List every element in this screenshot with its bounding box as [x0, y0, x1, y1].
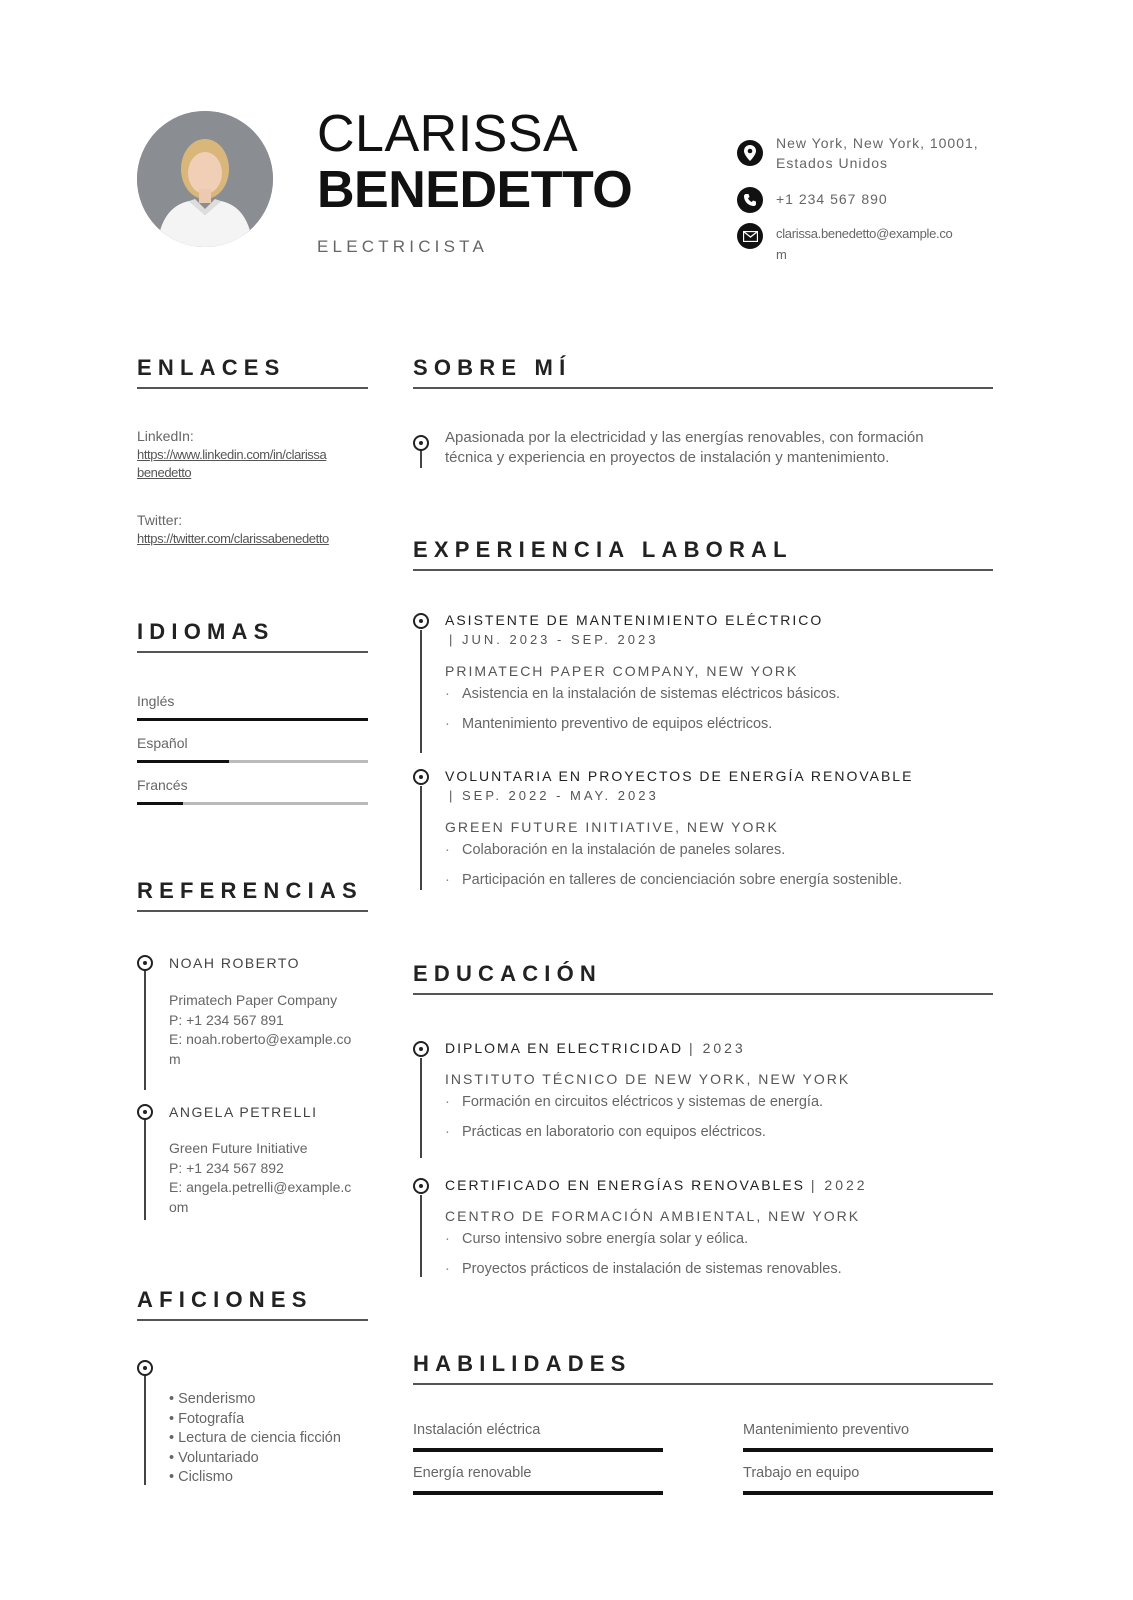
timeline-dot-icon	[413, 435, 429, 451]
about-heading: SOBRE MÍ	[413, 355, 572, 380]
linkedin-link[interactable]	[137, 446, 326, 482]
job-position: ASISTENTE DE MANTENIMIENTO ELÉCTRICO	[445, 612, 824, 628]
education-bullet-text: Prácticas en laboratorio con equipos eléctricos.	[462, 1124, 766, 1140]
education-degree	[445, 1040, 746, 1056]
job-dates: | JUN. 2023 - SEP. 2023	[449, 632, 659, 647]
twitter-link[interactable]: https://twitter.com/clarissabenedetto	[137, 531, 329, 546]
experience-heading: EXPERIENCIA LABORAL	[413, 537, 793, 562]
email-line-1[interactable]: clarissa.benedetto@example.co	[776, 226, 953, 241]
job-company: PRIMATECH PAPER COMPANY, NEW YORK	[445, 663, 799, 679]
portrait-photo-icon	[137, 111, 273, 247]
education-year: | 2022	[810, 1177, 868, 1193]
references-heading: REFERENCIAS	[137, 878, 363, 903]
education-bullet: · Formación en circuitos eléctricos y sistemas de energía.	[445, 1094, 824, 1110]
links-heading: ENLACES	[137, 355, 286, 380]
about-text	[445, 428, 924, 468]
job-bullet-text: Asistencia en la instalación de sistemas eléctricos básicos.	[462, 686, 840, 702]
education-degree-title: CERTIFICADO EN ENERGÍAS RENOVABLES	[445, 1177, 805, 1193]
language-name: Inglés	[137, 693, 175, 709]
hobbies-list	[169, 1390, 341, 1488]
linkedin-url-line-2[interactable]: benedetto	[137, 465, 192, 480]
reference-phone: P: +1 234 567 892	[169, 1159, 284, 1176]
education-bullet-text: Curso intensivo sobre energía solar y eólica.	[462, 1231, 749, 1247]
reference-email: E: noah.roberto@example.co	[169, 1031, 352, 1047]
reference-email: E: angela.petrelli@example.c	[169, 1179, 352, 1195]
links-divider	[137, 387, 368, 389]
hobby-item: • Fotografía	[169, 1410, 245, 1427]
education-heading: EDUCACIÓN	[413, 961, 603, 986]
reference-phone: P: +1 234 567 891	[169, 1011, 284, 1028]
language-name: Español	[137, 735, 188, 751]
linkedin-label: LinkedIn:	[137, 428, 194, 444]
skills-heading: HABILIDADES	[413, 1351, 632, 1376]
reference-name: ANGELA PETRELLI	[169, 1104, 318, 1120]
education-school: CENTRO DE FORMACIÓN AMBIENTAL, NEW YORK	[445, 1208, 861, 1224]
skill-name: Trabajo en equipo	[743, 1465, 860, 1481]
language-bar-fill	[137, 718, 368, 721]
job-bullet-text: Colaboración en la instalación de paneles solares.	[462, 842, 786, 858]
education-bullet-text: Formación en circuitos eléctricos y sistemas de energía.	[462, 1094, 824, 1110]
location-pin-icon	[737, 140, 763, 166]
education-bullet-text: Proyectos prácticos de instalación de sistemas renovables.	[462, 1261, 842, 1277]
last-name: BENEDETTO	[317, 161, 633, 219]
first-name: CLARISSA	[317, 105, 579, 163]
about-line-1: Apasionada por la electricidad y las energías renovables, con formación	[445, 429, 924, 446]
job-bullet: · Mantenimiento preventivo de equipos eléctricos.	[445, 716, 773, 732]
timeline-dot-icon	[137, 1360, 153, 1376]
timeline-line	[144, 1110, 146, 1220]
experience-divider	[413, 569, 993, 571]
timeline-dot-icon	[413, 769, 429, 785]
address-line-1: New York, New York, 10001,	[776, 135, 979, 151]
education-school: INSTITUTO TÉCNICO DE NEW YORK, NEW YORK	[445, 1071, 851, 1087]
reference-company: Green Future Initiative	[169, 1140, 308, 1156]
education-bullet: · Curso intensivo sobre energía solar y eólica.	[445, 1231, 749, 1247]
references-divider	[137, 910, 368, 912]
timeline-dot-icon	[413, 1178, 429, 1194]
education-divider	[413, 993, 993, 995]
reference-company: Primatech Paper Company	[169, 992, 338, 1008]
reference-name: NOAH ROBERTO	[169, 955, 301, 971]
about-divider	[413, 387, 993, 389]
reference-details	[169, 991, 351, 1069]
job-bullet: · Participación en talleres de concienciación sobre energía sostenible.	[445, 872, 903, 888]
profile-photo	[137, 111, 273, 247]
timeline-line	[420, 630, 422, 753]
phone-number: +1 234 567 890	[776, 191, 888, 207]
envelope-icon	[737, 223, 763, 249]
skill-name: Instalación eléctrica	[413, 1422, 541, 1438]
timeline-line	[420, 1195, 422, 1277]
job-bullet: · Asistencia en la instalación de sistemas eléctricos básicos.	[445, 686, 840, 702]
education-year: | 2023	[689, 1040, 746, 1056]
language-name: Francés	[137, 777, 188, 793]
job-bullet-text: Mantenimiento preventivo de equipos eléctricos.	[462, 716, 773, 732]
timeline-line	[144, 963, 146, 1090]
timeline-line	[144, 1373, 146, 1485]
hobby-item: • Lectura de ciencia ficción	[169, 1430, 341, 1446]
hobby-item: • Senderismo	[169, 1391, 256, 1407]
timeline-dot-icon	[413, 1041, 429, 1057]
skill-bar	[743, 1491, 993, 1495]
linkedin-url-line-1[interactable]: https://www.linkedin.com/in/clarissa	[137, 447, 327, 462]
job-bullet-text: Participación en talleres de concienciación sobre energía sostenible.	[462, 872, 903, 888]
education-bullet: · Proyectos prácticos de instalación de sistemas renovables.	[445, 1261, 842, 1277]
job-company: GREEN FUTURE INITIATIVE, NEW YORK	[445, 819, 779, 835]
skill-bar	[413, 1448, 663, 1452]
timeline-dot-icon	[413, 613, 429, 629]
skill-name: Energía renovable	[413, 1465, 532, 1481]
job-position: VOLUNTARIA EN PROYECTOS DE ENERGÍA RENOVABLE	[445, 768, 914, 784]
skill-bar	[743, 1448, 993, 1452]
hobbies-divider	[137, 1319, 368, 1321]
email-address[interactable]	[776, 223, 953, 265]
job-title: ELECTRICISTA	[317, 237, 488, 256]
hobby-item: • Ciclismo	[169, 1469, 233, 1485]
hobby-item: • Voluntariado	[169, 1449, 259, 1466]
timeline-line	[420, 448, 422, 468]
languages-heading: IDIOMAS	[137, 619, 275, 644]
languages-divider	[137, 651, 368, 653]
timeline-dot-icon	[137, 955, 153, 971]
education-degree	[445, 1177, 868, 1193]
timeline-line	[420, 1058, 422, 1158]
email-line-2[interactable]: m	[776, 247, 787, 262]
reference-email-cont: om	[169, 1198, 189, 1215]
skills-divider	[413, 1383, 993, 1385]
timeline-line	[420, 786, 422, 890]
about-line-2: técnica y experiencia en proyectos de instalación y mantenimiento.	[445, 449, 890, 466]
education-degree-title: DIPLOMA EN ELECTRICIDAD	[445, 1040, 684, 1056]
reference-details	[169, 1139, 351, 1217]
job-dates: | SEP. 2022 - MAY. 2023	[449, 788, 659, 803]
language-bar-fill	[137, 760, 229, 763]
address	[776, 133, 979, 173]
reference-email-cont: m	[169, 1050, 181, 1067]
address-line-2: Estados Unidos	[776, 155, 889, 171]
phone-icon	[737, 187, 763, 213]
timeline-dot-icon	[137, 1104, 153, 1120]
skill-name: Mantenimiento preventivo	[743, 1422, 910, 1438]
hobbies-heading: AFICIONES	[137, 1287, 313, 1312]
language-bar-fill	[137, 802, 183, 805]
job-bullet: · Colaboración en la instalación de paneles solares.	[445, 842, 786, 858]
skill-bar	[413, 1491, 663, 1495]
education-bullet: · Prácticas en laboratorio con equipos eléctricos.	[445, 1124, 766, 1140]
twitter-label: Twitter:	[137, 512, 183, 528]
